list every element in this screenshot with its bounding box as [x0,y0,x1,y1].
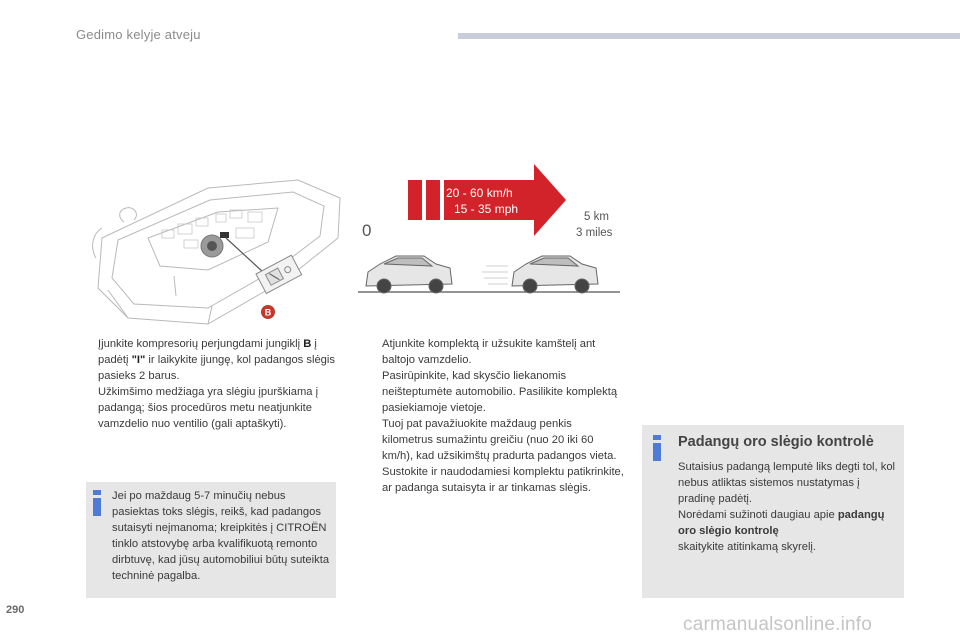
speed-arrow [444,164,566,236]
list-item: Įjunkite kompresorių perjungdami jungiklį B į padėtį "I" ir laikykite įjungę, kol padangos slėgis pasieks 2 barus. Užkimšimo medžiaga yra slėgiu įpurškiama į padangą; šios procedūros metu neatjunkite vamzdelio nuo ventilio (gali aptaškyti). [78,336,340,432]
paragraph: Užkimšimo medžiaga yra slėgiu įpurškiama į padangą; šios procedūros metu neatjunkite vamzdelio nuo ventilio (gali aptaškyti). [98,386,319,430]
info-title: Padangų oro slėgio kontrolė [678,434,874,450]
start-label: 0 [362,221,372,240]
info-box-pressure [86,482,336,598]
distance-km-label: 5 km [584,211,609,223]
info-icon [652,435,662,461]
chapter-title: Gedimo kelyje atveju [76,27,201,42]
list-item: Sustokite ir naudodamiesi komplektu patikrinkite, ar padanga sutaisyta ir ar tinkamas slėgis. [382,466,624,494]
speed-bar-1 [408,180,422,220]
speed-mph-label: 15 - 35 mph [454,202,519,216]
list-item: Tuoj pat pavažiuokite maždaug penkis kilometrus sumažintu greičiu (nuo 20 iki 60 km/h), kad užsikimštų pradurta padangos vieta. [382,418,617,462]
car-start [366,256,452,293]
switch-b-label: B [264,307,272,318]
info-box-tpms [642,425,904,598]
info-text: Sutaisius padangą lemputė liks degti tol, kol nebus atliktas sistemos nustatymas į pradinę padėtį. Norėdami sužinoti daugiau apie padangų oro slėgio kontrolę skaitykite atitinkamą skyrelį. [678,461,896,553]
speed-bar-2 [426,180,440,220]
page-number: 290 [6,604,25,616]
compressor-kit-illustration [88,178,350,328]
watermark: carmanualsonline.info [683,614,873,635]
info-icon [92,490,102,516]
list-item: Atjunkite komplektą ir užsukite kamštelį ant baltojo vamzdelio. Pasirūpinkite, kad skysčio liekanomis neišteptumėte automobilio. Pasilikite komplektą pasiekiamoje vietoje. [382,338,618,414]
header-bar [458,33,960,39]
car-driving [512,256,598,293]
speed-distance-illustration [358,160,624,300]
info-text: Jei po maždaug 5-7 minučių nebus pasiektas toks slėgis, reikš, kad padangos sutaisyti neįmanoma; kreipkitės į CITROËN tinklo atstovybę arba kvalifikuotą remonto dirbtuvę, kad jūsų automobiliui būtų suteikta techninė pagalba. [112,490,330,582]
left-instructions [78,336,340,432]
motion-lines [482,266,508,284]
distance-miles-label: 3 miles [576,227,613,239]
speed-kmh-label: 20 - 60 km/h [446,186,513,200]
mid-instructions [362,336,624,496]
